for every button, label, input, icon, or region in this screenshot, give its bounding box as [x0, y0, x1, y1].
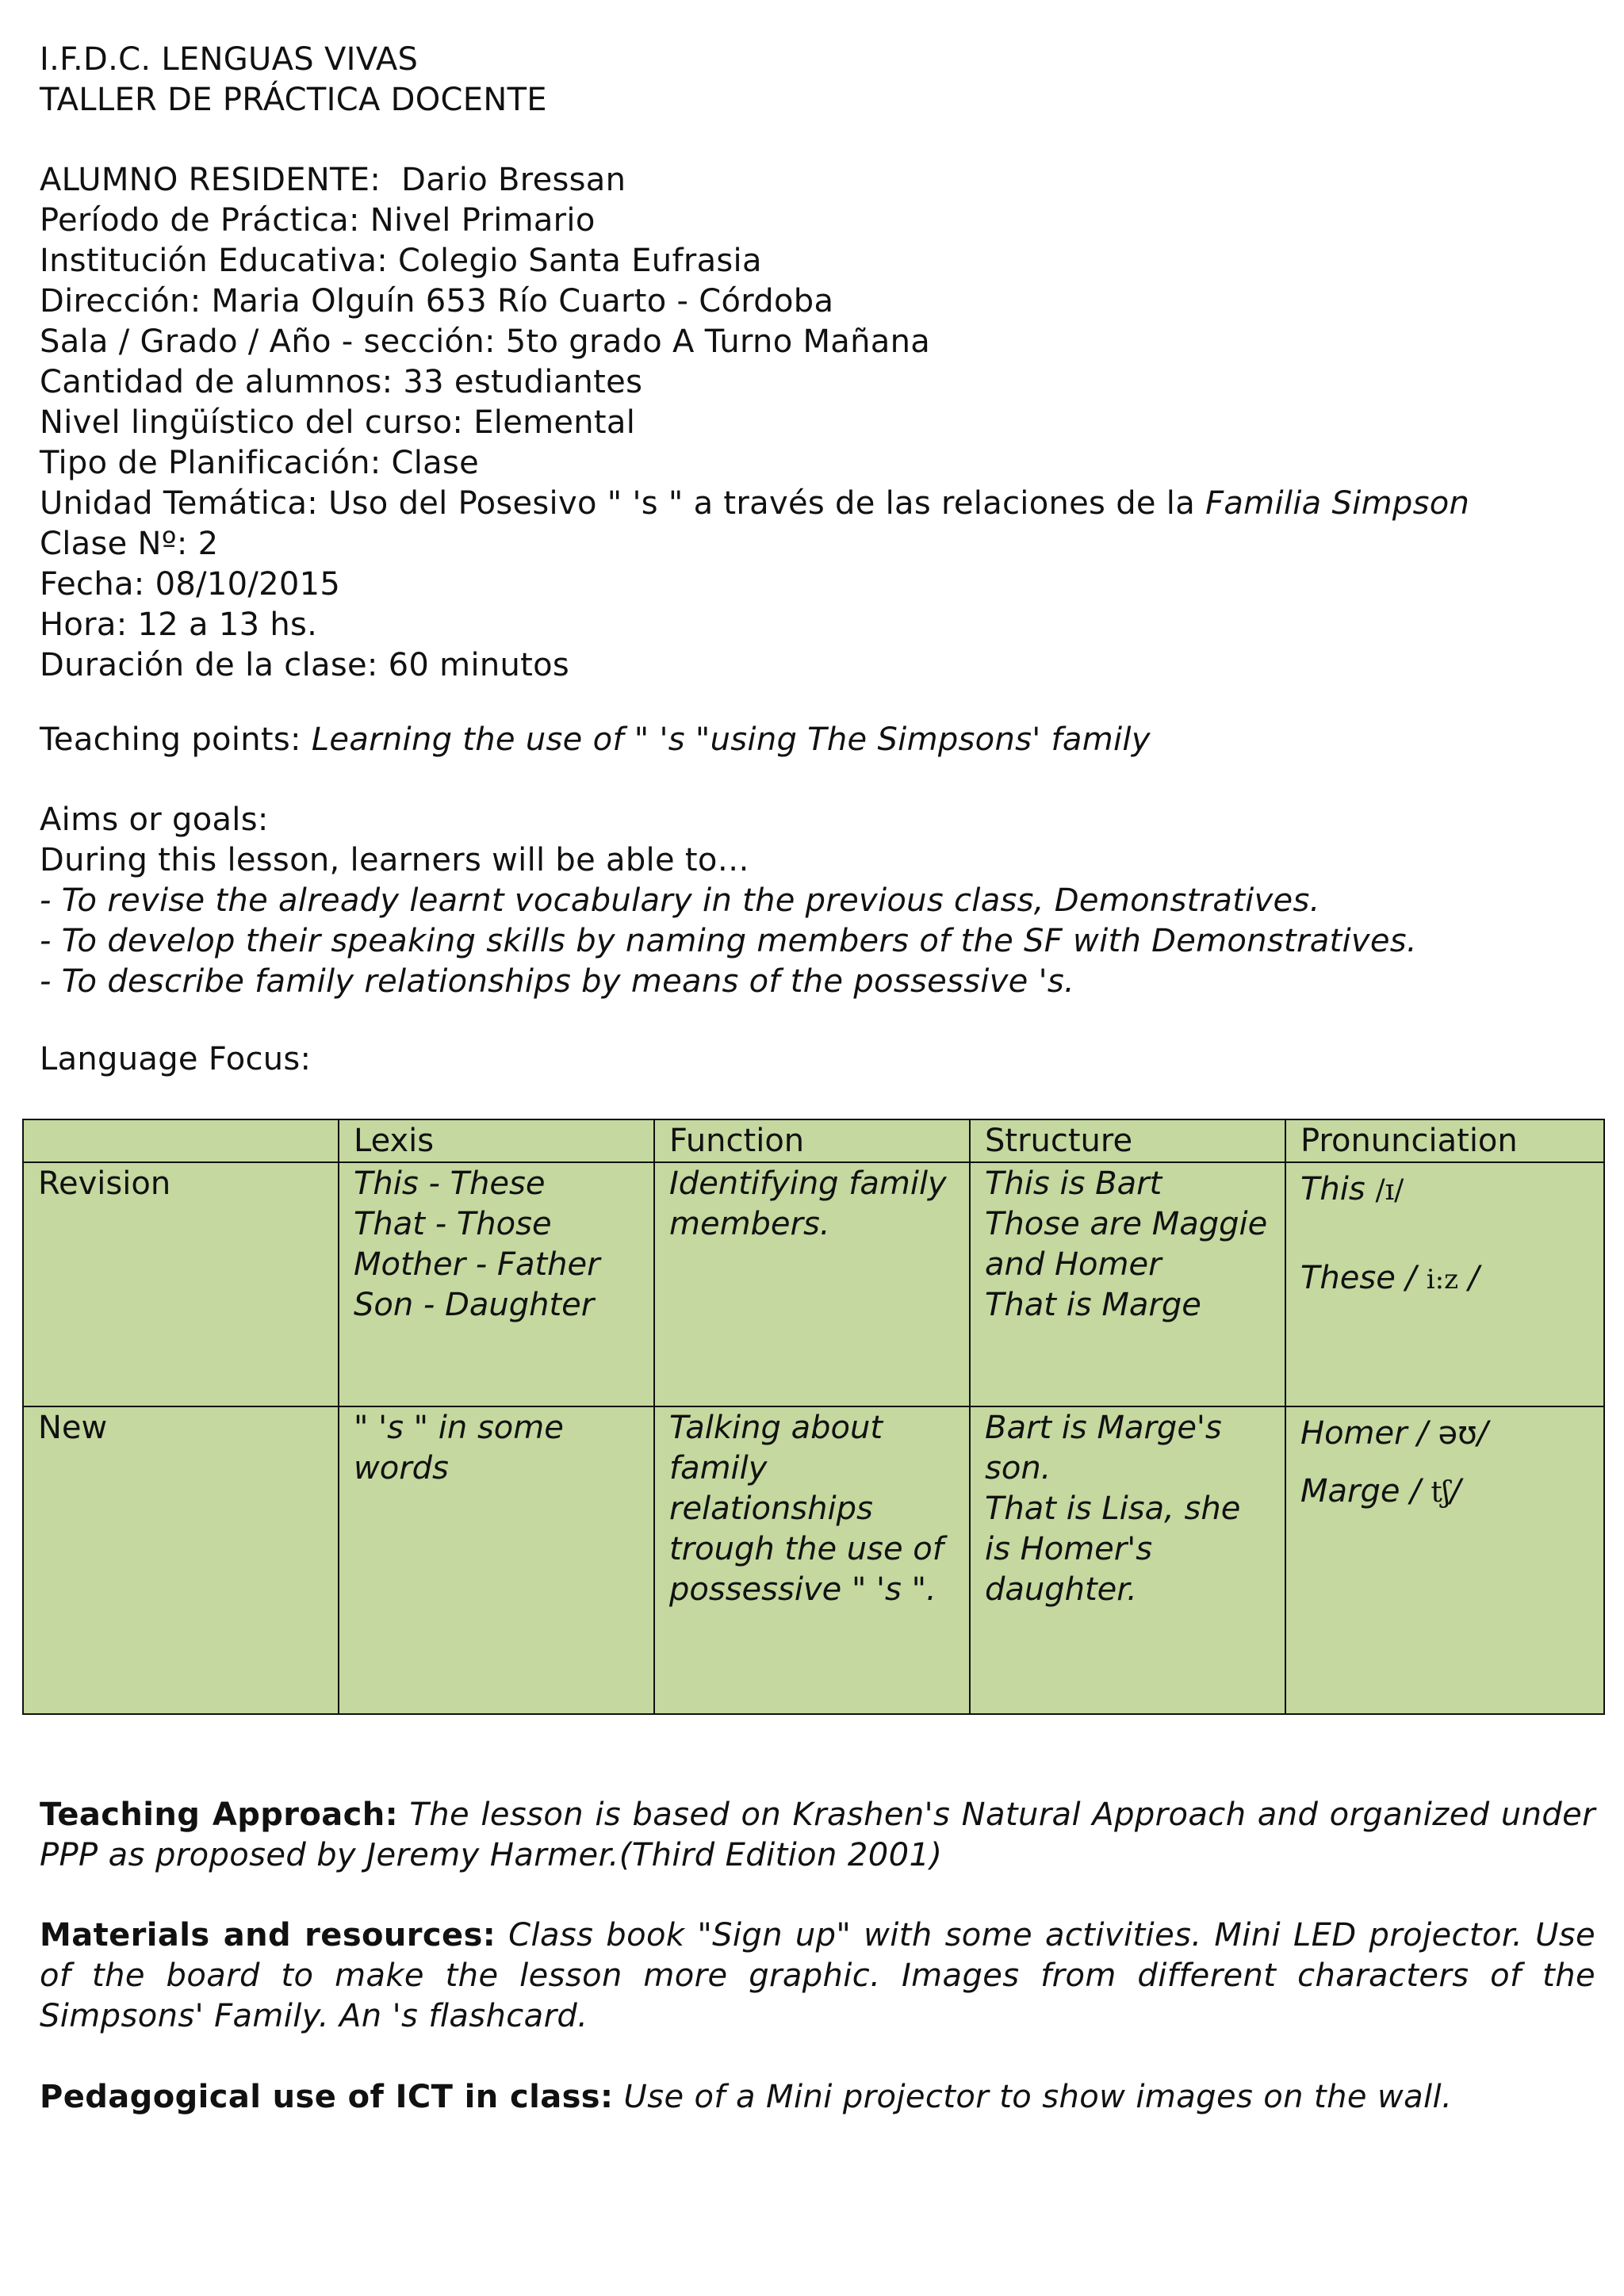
column-header: Lexis — [339, 1119, 654, 1162]
lexis-item: Son - Daughter — [354, 1287, 595, 1323]
lexis-item: " 's " in some words — [354, 1410, 564, 1487]
pron-ipa: i:z — [1426, 1264, 1458, 1295]
language-focus-heading: Language Focus: — [40, 1041, 312, 1077]
structure-item: That is Marge — [985, 1287, 1201, 1323]
class-number-line: Clase Nº: 2 — [40, 526, 219, 562]
pron-ipa: /ɪ/ — [1375, 1174, 1404, 1207]
table-row-new — [23, 1406, 1604, 1714]
pron-word: Marge / — [1300, 1473, 1431, 1510]
pron-word: These / — [1300, 1260, 1427, 1296]
teaching-points — [40, 720, 1594, 760]
date-line: Fecha: 08/10/2015 — [40, 566, 341, 603]
room-line: Sala / Grado / Año - sección: 5to grado A Turno Mañana — [40, 323, 931, 360]
function-item: Identifying family members. — [669, 1165, 947, 1242]
column-header: Structure — [970, 1119, 1285, 1162]
column-header: Function — [654, 1119, 970, 1162]
workshop-name: TALLER DE PRÁCTICA DOCENTE — [40, 82, 547, 118]
structure-item: This is Bart — [985, 1165, 1162, 1202]
pron-word: Homer / — [1300, 1415, 1438, 1452]
column-header: Pronunciation — [1285, 1119, 1604, 1162]
function-cell — [654, 1406, 970, 1714]
teaching-approach — [40, 1795, 1595, 1876]
period-line: Período de Práctica: Nivel Primario — [40, 202, 596, 239]
structure-item: Those are Maggie and Homer — [985, 1206, 1268, 1283]
lexis-cell — [339, 1406, 654, 1714]
aims-heading: Aims or goals: — [40, 802, 269, 838]
pronunciation-item — [1300, 1169, 1589, 1211]
structure-item: That is Lisa, she is Homer's daughter. — [985, 1490, 1241, 1608]
pron-ipa: tʃ — [1431, 1476, 1450, 1509]
unit-label: Unidad Temática: Uso del Posesivo " 's " a través de las relaciones de la — [40, 485, 1206, 522]
class-info-block — [40, 160, 1594, 686]
pronunciation-cell — [1285, 1406, 1604, 1714]
level-line: Nivel lingüístico del curso: Elemental — [40, 404, 636, 441]
time-line: Hora: 12 a 13 hs. — [40, 607, 318, 643]
column-header — [23, 1119, 339, 1162]
language-focus-heading-block — [40, 1039, 1594, 1080]
institute-name: I.F.D.C. LENGUAS VIVAS — [40, 41, 419, 78]
pron-end: / — [1477, 1415, 1488, 1452]
lexis-item: That - Those — [354, 1206, 552, 1242]
resident-line: ALUMNO RESIDENTE: Dario Bressan — [40, 162, 626, 198]
pronunciation-item — [1300, 1471, 1589, 1513]
approach-label: Teaching Approach: — [40, 1797, 399, 1833]
teaching-points-value: Learning the use of " 's "using The Simpsons' family — [311, 721, 1151, 758]
structure-cell — [970, 1162, 1285, 1406]
pron-ipa: əʊ — [1438, 1415, 1477, 1452]
pronunciation-item — [1300, 1414, 1589, 1454]
aims-intro: During this lesson, learners will be able to… — [40, 842, 749, 878]
duration-line: Duración de la clase: 60 minutos — [40, 647, 570, 683]
materials-text: Class book "Sign up" with some activities. Mini LED projector. Use of the board to make the lesson more graphic. Images from different characters of the Simpsons' Family. An 's flashcard. — [40, 1917, 1596, 2034]
lexis-item: This - These — [354, 1165, 546, 1202]
aim-item: - To describe family relationships by means of the possessive 's. — [40, 963, 1075, 1000]
materials-resources — [40, 1915, 1595, 2037]
ict-label: Pedagogical use of ICT in class: — [40, 2079, 614, 2115]
plan-type-line: Tipo de Planificación: Clase — [40, 445, 480, 481]
pron-end: / — [1458, 1260, 1480, 1296]
pronunciation-item — [1300, 1258, 1589, 1300]
lexis-item: Mother - Father — [354, 1246, 600, 1283]
materials-label: Materials and resources: — [40, 1917, 496, 1954]
lexis-cell — [339, 1162, 654, 1406]
aim-item: - To revise the already learnt vocabulary in the previous class, Demonstratives. — [40, 882, 1320, 919]
structure-cell — [970, 1406, 1285, 1714]
address-line: Dirección: Maria Olguín 653 Río Cuarto - Córdoba — [40, 283, 834, 320]
unit-line — [40, 484, 1594, 524]
pron-end: / — [1450, 1473, 1461, 1510]
ict-text: Use of a Mini projector to show images on the wall. — [613, 2079, 1453, 2115]
table-row-revision — [23, 1162, 1604, 1406]
pronunciation-cell — [1285, 1162, 1604, 1406]
language-focus-table — [22, 1119, 1605, 1715]
teaching-points-label: Teaching points: — [40, 721, 312, 758]
pron-word: This — [1300, 1171, 1376, 1207]
function-cell — [654, 1162, 970, 1406]
aim-item: - To develop their speaking skills by naming members of the SF with Demonstratives. — [40, 923, 1417, 959]
row-label: Revision — [23, 1162, 339, 1406]
unit-italic: Familia Simpson — [1205, 485, 1470, 522]
approach-text: The lesson is based on Krashen's Natural Approach and organized under PPP as proposed by Jeremy Harmer.(Third Edition 2001) — [40, 1797, 1595, 1873]
structure-item: Bart is Marge's son. — [985, 1410, 1222, 1487]
aims-block — [40, 800, 1594, 1002]
table-header-row — [23, 1119, 1604, 1162]
students-line: Cantidad de alumnos: 33 estudiantes — [40, 364, 643, 400]
row-label: New — [23, 1406, 339, 1714]
institution-line: Institución Educativa: Colegio Santa Eufrasia — [40, 243, 762, 279]
header-block — [40, 40, 1594, 121]
function-item: Talking about family relationships trough the use of possessive " 's ". — [669, 1410, 944, 1608]
ict-use — [40, 2077, 1595, 2118]
